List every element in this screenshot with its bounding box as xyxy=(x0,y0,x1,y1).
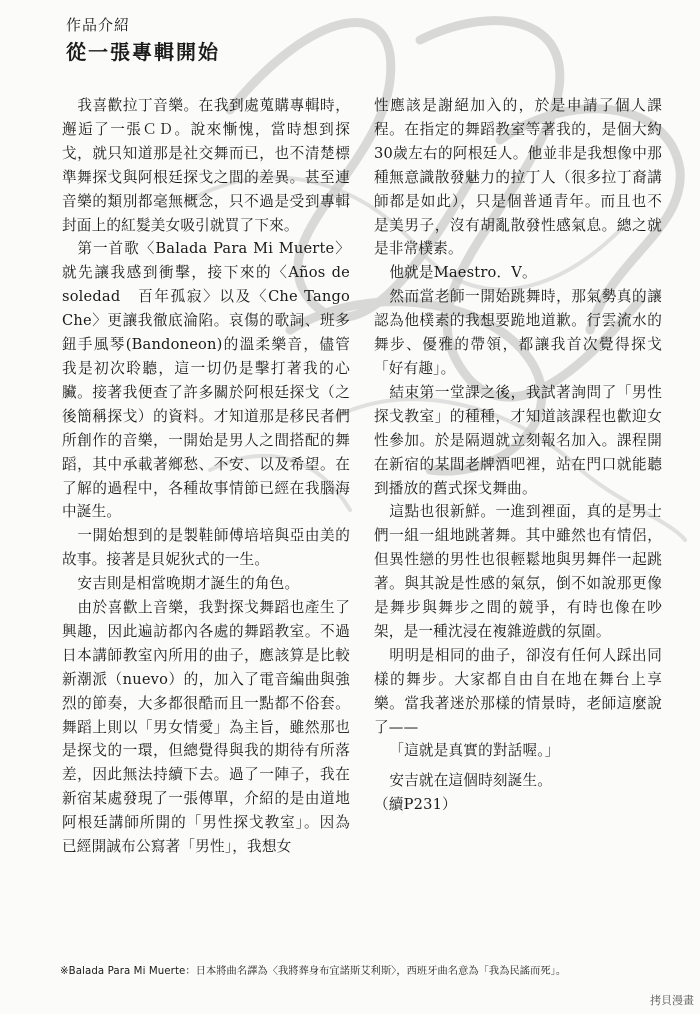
section-label: 作品介紹 xyxy=(66,16,131,34)
paragraph: 由於喜歡上音樂，我對探戈舞蹈也產生了興趣，因此遍訪都內各處的舞蹈教室。不過日本講師教室內所用的曲子，應該算是比較新潮派（nuevo）的，加入了電音編曲與強烈的節奏，大多都很酷而且一點都不俗套。舞蹈上則以「男女情愛」為主旨，雖然那也是探戈的一環，但總覺得與我的期待有所落差，因此無法持續下去。過了一陣子，我在新宿某處發現了一張傳單，介紹的是由道地阿根廷講師所開的「男性探戈教室」。因為已經開誠布公寫著「男性」，我想女 xyxy=(62,599,350,856)
header xyxy=(66,14,220,66)
article-title: 從一張專輯開始 xyxy=(66,40,220,64)
paragraph: 結束第一堂課之後，我試著詢問了「男性探戈教室」的種種，才知道該課程也歡迎女性參加。於是隔週就立刻報名加入。課程開在新宿的某間老牌酒吧裡，站在門口就能聽到播放的舊式探戈舞曲。 xyxy=(374,383,662,497)
paragraph: 性應該是謝絕加入的，於是申請了個人課程。在指定的舞蹈教室等著我的，是個大約30歲左右的阿根廷人。他並非是我想像中那種無意識散發魅力的拉丁人（很多拉丁裔講師都是如此），只是個普通青年。而且也不是美男子，沒有胡亂散發性感氣息。總之就是非常樸素。 xyxy=(374,97,662,258)
paragraph: 這點也很新鮮。一進到裡面，真的是男士們一組一組地跳著舞。其中雖然也有情侶，但異性戀的男性也很輕鬆地與男舞伴一起跳著。與其說是性感的氣氛，倒不如說那更像是舞步與舞步之間的競爭，有時也像在吵架，是一種沈浸在複雜遊戲的氛圍。 xyxy=(374,503,662,640)
paragraph: 安吉就在這個時刻誕生。 xyxy=(389,772,553,790)
paragraph: 第一首歌〈Balada Para Mi Muerte〉就先讓我感到衝擊，接下來的〈Años de soledad 百年孤寂〉以及〈Che Tango Che〉更讓我徹底淪陷。哀傷的歌詞、班多鈕手風琴(Bandoneon)的溫柔樂音，儘管我是初次聆聽，這一切仍是擊打著我的心臟。接著我便查了許多關於阿根廷探戈（之後簡稱探戈）的資料。才知道那是移民者們所創作的音樂，一開始是男人之間搭配的舞蹈，其中承載著鄉愁、不安、以及希望。在了解的過程中，各種故事情節已經在我腦海中誕生。 xyxy=(62,240,350,521)
left-column xyxy=(62,94,350,859)
paragraph: 安吉則是相當晚期才誕生的角色。 xyxy=(77,575,300,593)
right-column xyxy=(374,94,662,817)
site-watermark: 拷貝漫畫 xyxy=(650,994,694,1007)
paragraph: 明明是相同的曲子，卻沒有任何人踩出同樣的舞步。大家都自由自在地在舞台上享樂。當我著迷於那樣的情景時，老師這麼說了—— xyxy=(374,646,662,736)
continued-note: （續P231） xyxy=(374,796,457,814)
paragraph: 他就是Maestro．V。 xyxy=(389,264,537,282)
paragraph: 一開始想到的是製鞋師傅培培與亞由美的故事。接著是貝妮狄式的一生。 xyxy=(62,527,350,569)
footnote: ※Balada Para Mi Muerte：日本將曲名譯為〈我將葬身布宜諾斯艾利斯〉，西班牙曲名意為「我為民謠而死」。 xyxy=(60,966,567,977)
paragraph: 我喜歡拉丁音樂。在我到處蒐購專輯時，邂逅了一張ＣＤ。說來慚愧，當時想到探戈，就只知道那是社交舞而已，也不清楚標準舞探戈與阿根廷探戈之間的差異。甚至連音樂的類別都毫無概念，只不過是受到專輯封面上的紅髮美女吸引就買了下來。 xyxy=(62,97,350,234)
quote-line: 「這就是真實的對話喔。」 xyxy=(389,742,560,760)
paragraph: 然而當老師一開始跳舞時，那氣勢真的讓認為他樸素的我想要跪地道歉。行雲流水的舞步、優雅的帶領，都讓我首次覺得探戈「好有趣」。 xyxy=(374,288,662,377)
